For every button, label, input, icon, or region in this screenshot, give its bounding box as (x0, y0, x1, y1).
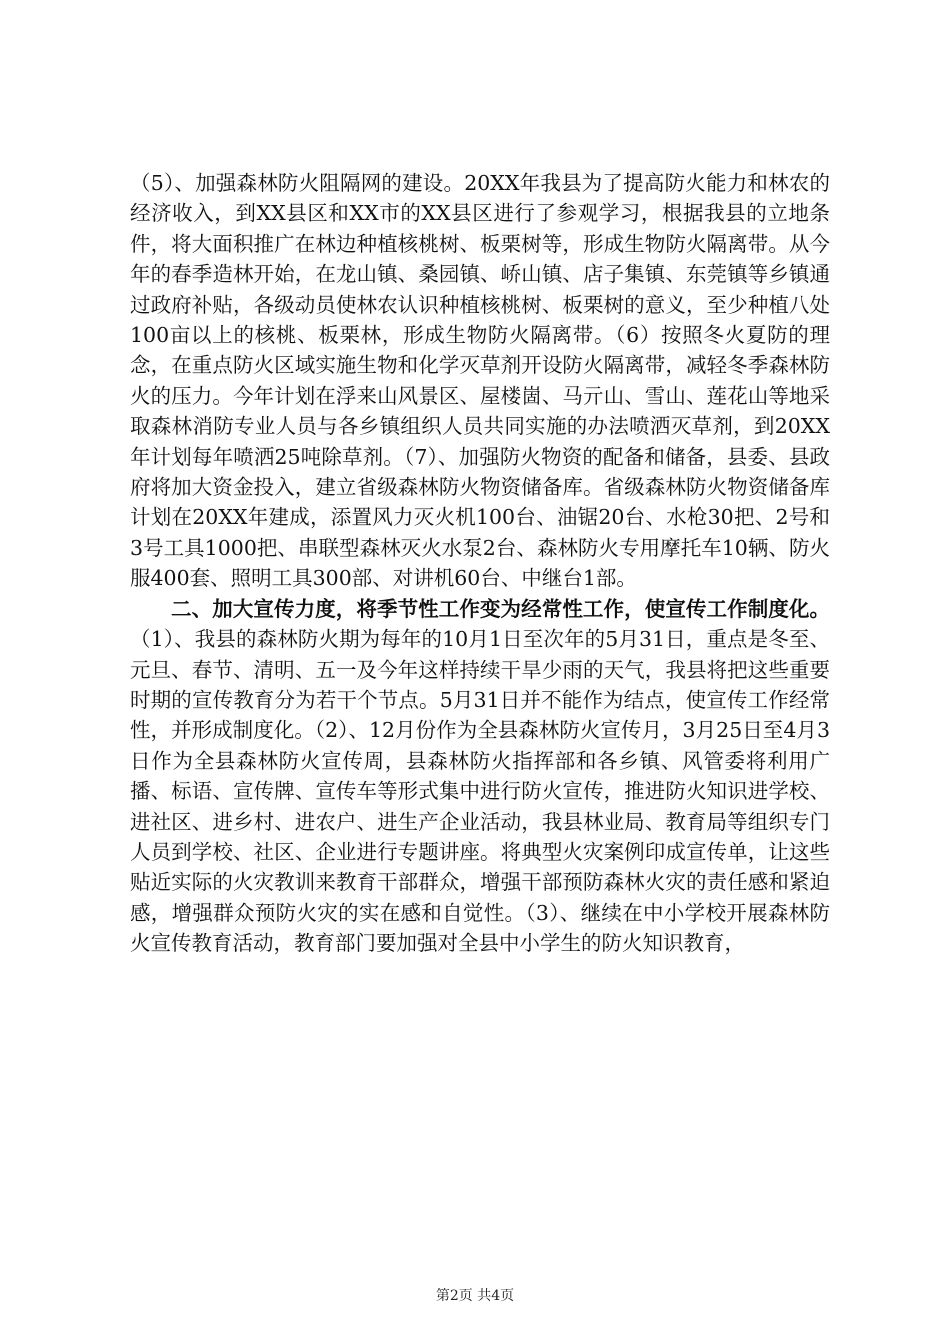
paragraph-text: （5）、加强森林防火阻隔网的建设。20XX年我县为了提高防火能力和林农的经济收入，到XX县区和XX市的XX县区进行了参观学习，根据我县的立地条件，将大面积推广在林边种植核桃树、板栗树等，形成生物防火隔离带。从今年的春季造林开始，在龙山镇、桑园镇、峤山镇、店子集镇、东莞镇等乡镇通过政府补贴，各级动员使林农认识种植核桃树、板栗树的意义，至少种植八处100亩以上的核桃、板栗林，形成生物防火隔离带。（6）按照冬火夏防的理念，在重点防火区域实施生物和化学灭草剂开设防火隔离带，减轻冬季森林防火的压力。今年计划在浮来山风景区、屋楼崮、马亓山、雪山、莲花山等地采取森林消防专业人员与各乡镇组织人员共同实施的办法喷洒灭草剂，到20XX年计划每年喷洒25吨除草剂。（7）、加强防火物资的配备和储备，县委、县政府将加大资金投入，建立省级森林防火物资储备库。省级森林防火物资储备库计划在20XX年建成，添置风力灭火机100台、油锯20台、水枪30把、2号和3号工具1000把、串联型森林灭火水泵2台、森林防火专用摩托车10辆、防火服400套、照明工具300部、对讲机60台、中继台1部。 (130, 171, 830, 591)
section-heading: 二、加大宣传力度，将季节性工作变为经常性工作，使宣传工作制度化。 (171, 596, 830, 621)
paragraph-fire-barrier-network (130, 168, 830, 594)
paragraph-publicity (130, 594, 830, 959)
page-number: 第2页 共4页 (435, 1288, 515, 1304)
paragraph-text: （1）、我县的森林防火期为每年的10月1日至次年的5月31日，重点是冬至、元旦、春节、清明、五一及今年这样持续干旱少雨的天气，我县将把这些重要时期的宣传教育分为若干个节点。5月31日并不能作为结点，使宣传工作经常性，并形成制度化。（2）、12月份作为全县森林防火宣传月，3月25日至4月3日作为全县森林防火宣传周，县森林防火指挥部和各乡镇、风管委将利用广播、标语、宣传牌、宣传车等形式集中进行防火宣传，推进防火知识进学校、进社区、进乡村、进农户、进生产企业活动，我县林业局、教育局等组织专门人员到学校、社区、企业进行专题讲座。将典型火灾案例印成宣传单，让这些贴近实际的火灾教训来教育干部群众，增强干部预防森林火灾的责任感和紧迫感，增强群众预防火灾的实在感和自觉性。（3）、继续在中小学校开展森林防火宣传教育活动，教育部门要加强对全县中小学生的防火知识教育， (130, 627, 830, 956)
document-body (130, 168, 830, 959)
page-footer (0, 1285, 950, 1305)
